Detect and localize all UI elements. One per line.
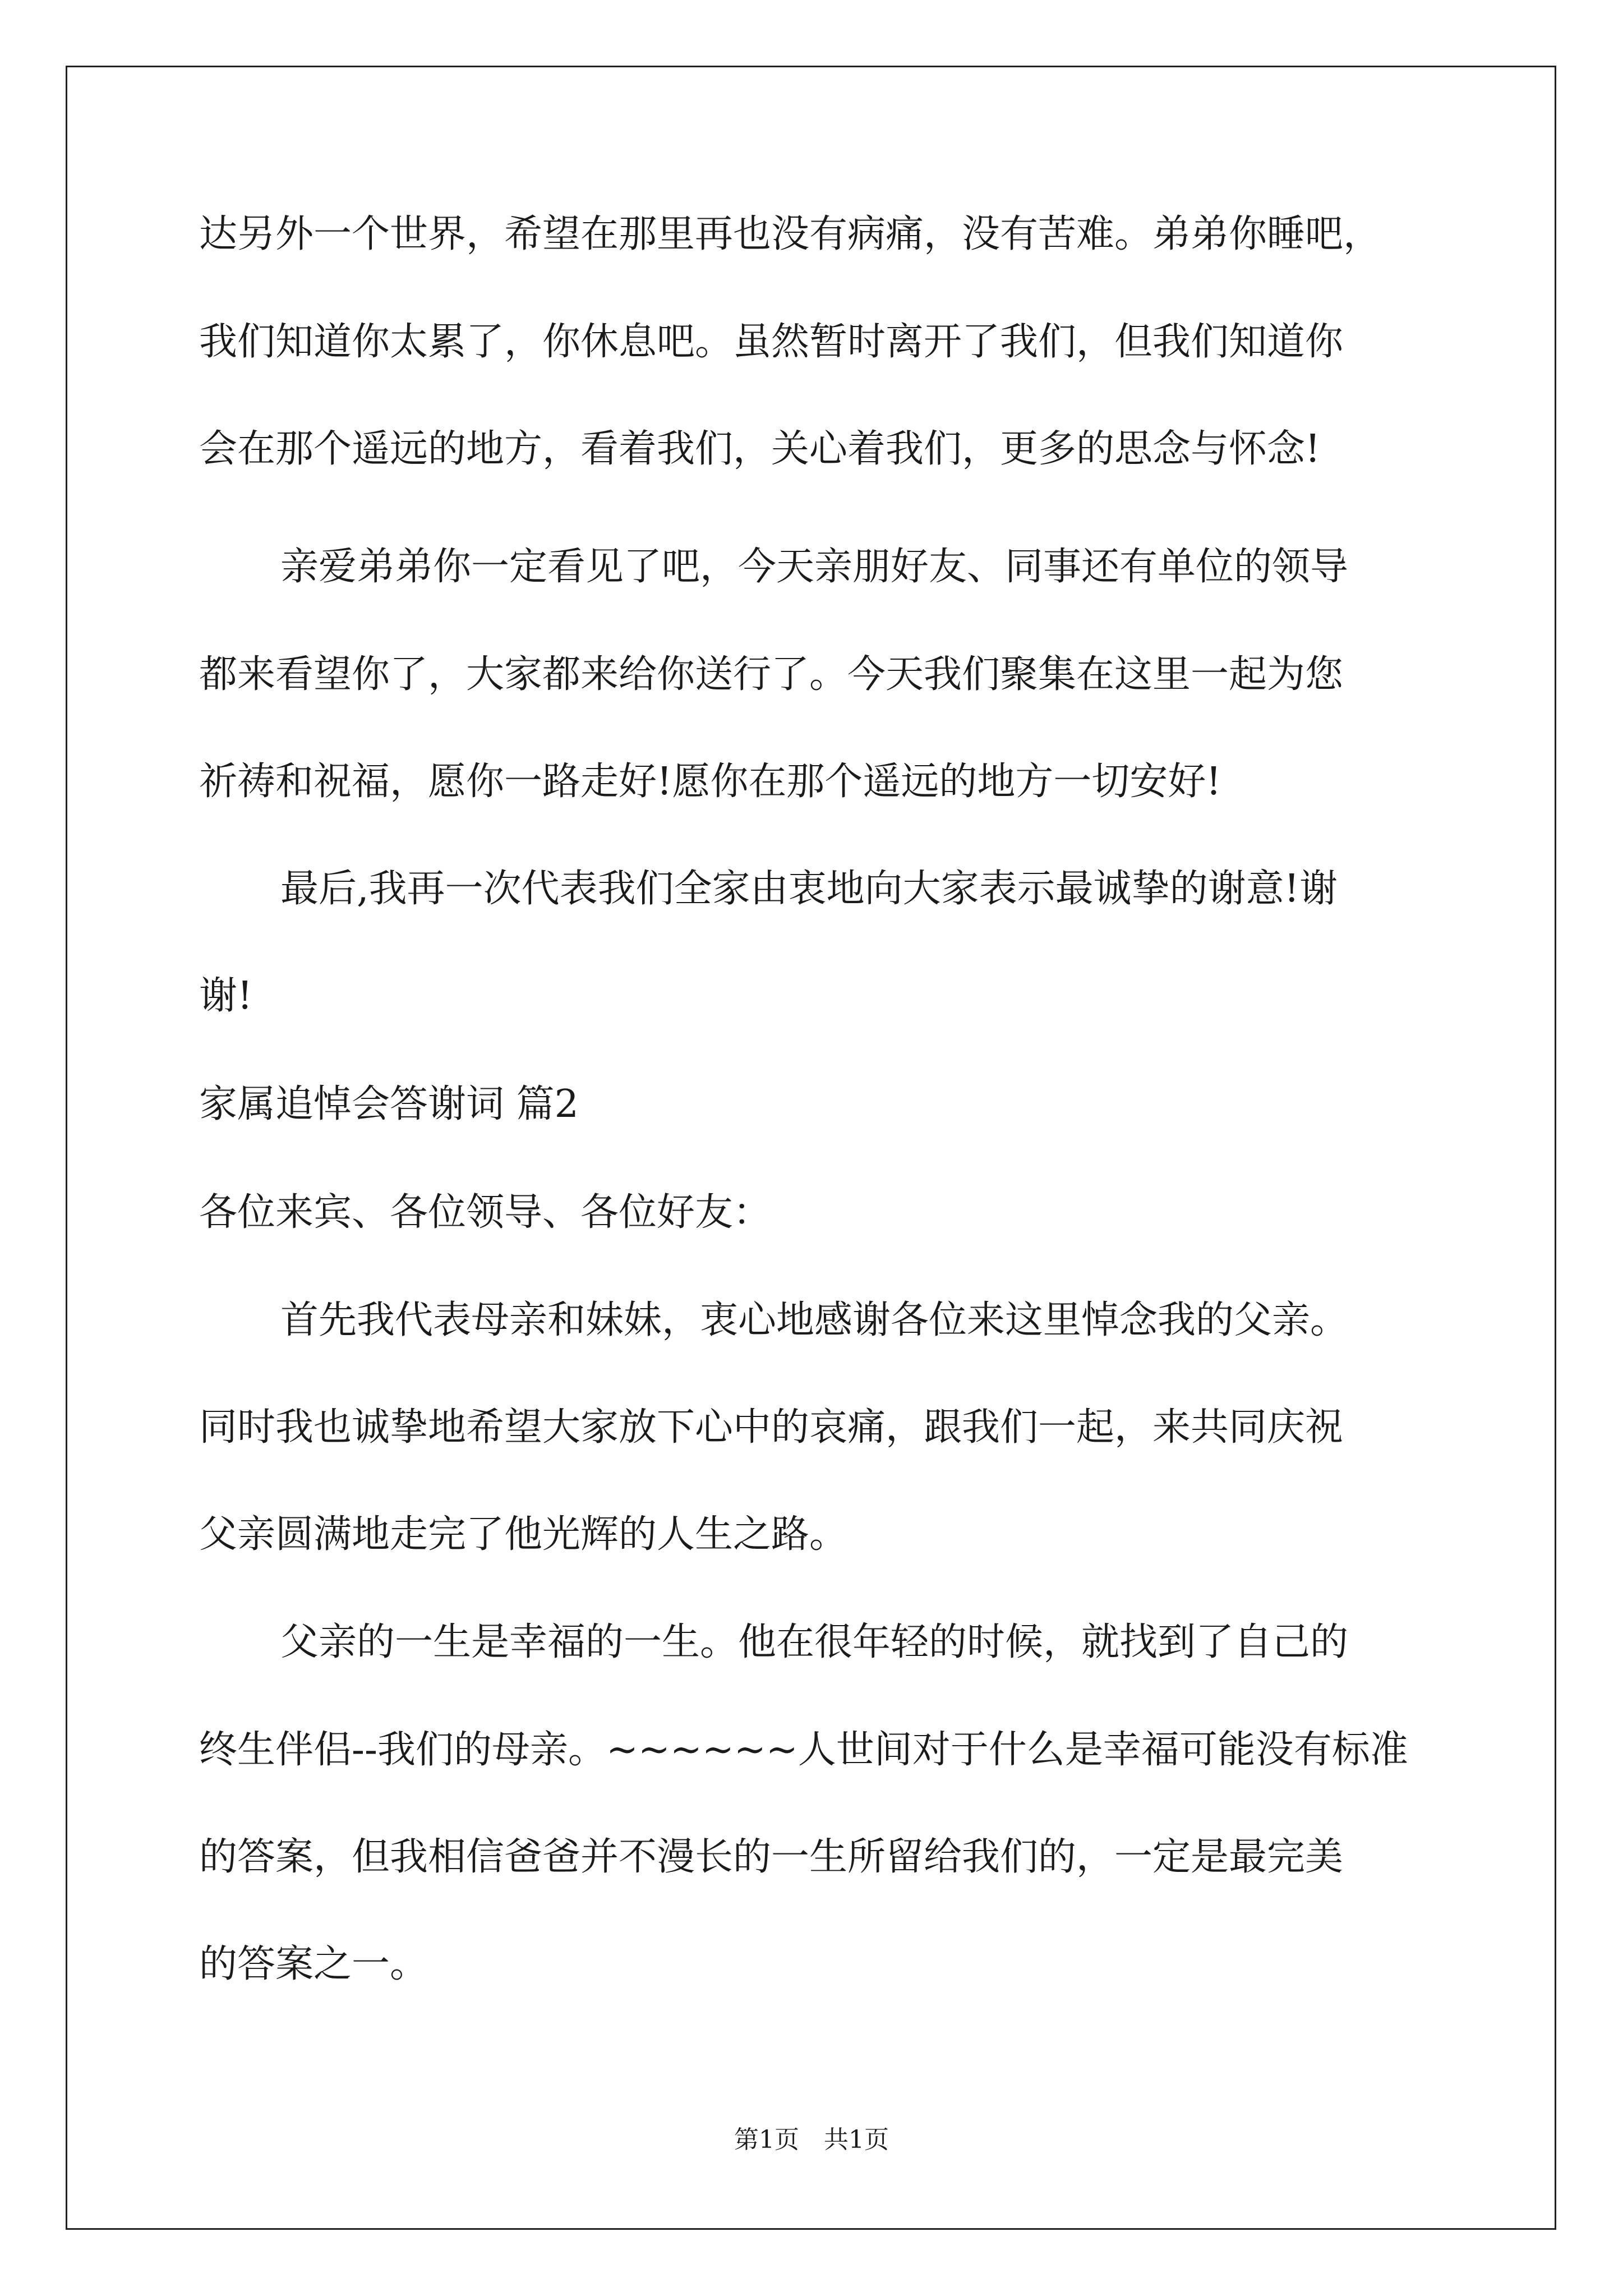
body-line-15: 终生伴侣--我们的母亲。~~~~~~人世间对于什么是幸福可能没有标准 [199,1728,1408,1772]
body-line-14: 父亲的一生是幸福的一生。他在很年轻的时候，就找到了自己的 [280,1620,1349,1664]
section-heading: 家属追悼会答谢词 篇2 [199,1082,579,1126]
body-line-8: 谢! [199,974,253,1018]
page-footer: 第1页 共1页 [734,2125,889,2154]
body-line-5: 都来看望你了，大家都来给你送行了。今天我们聚集在这里一起为您 [199,652,1344,697]
body-line-1: 达另外一个世界，希望在那里再也没有病痛，没有苦难。弟弟你睡吧， [199,212,1382,256]
body-line-13: 父亲圆满地走完了他光辉的人生之路。 [199,1512,848,1557]
body-line-11: 首先我代表母亲和妹妹，衷心地感谢各位来这里悼念我的父亲。 [280,1298,1349,1342]
body-line-16: 的答案，但我相信爸爸并不漫长的一生所留给我们的，一定是最完美 [199,1835,1344,1879]
body-line-3: 会在那个遥远的地方，看着我们，关心着我们，更多的思念与怀念! [199,427,1321,471]
page-border [66,66,1556,2230]
body-line-7: 最后,我再一次代表我们全家由衷地向大家表示最诚挚的谢意!谢 [280,867,1338,911]
body-line-6: 祈祷和祝福，愿你一路走好!愿你在那个遥远的地方一切安好! [199,760,1221,804]
body-line-12: 同时我也诚挚地希望大家放下心中的哀痛，跟我们一起，来共同庆祝 [199,1405,1344,1450]
body-line-4: 亲爱弟弟你一定看见了吧，今天亲朋好友、同事还有单位的领导 [280,545,1349,589]
body-line-2: 我们知道你太累了，你休息吧。虽然暂时离开了我们，但我们知道你 [199,320,1344,364]
salutation: 各位来宾、各位领导、各位好友： [199,1190,772,1235]
body-line-17: 的答案之一。 [199,1942,428,1986]
